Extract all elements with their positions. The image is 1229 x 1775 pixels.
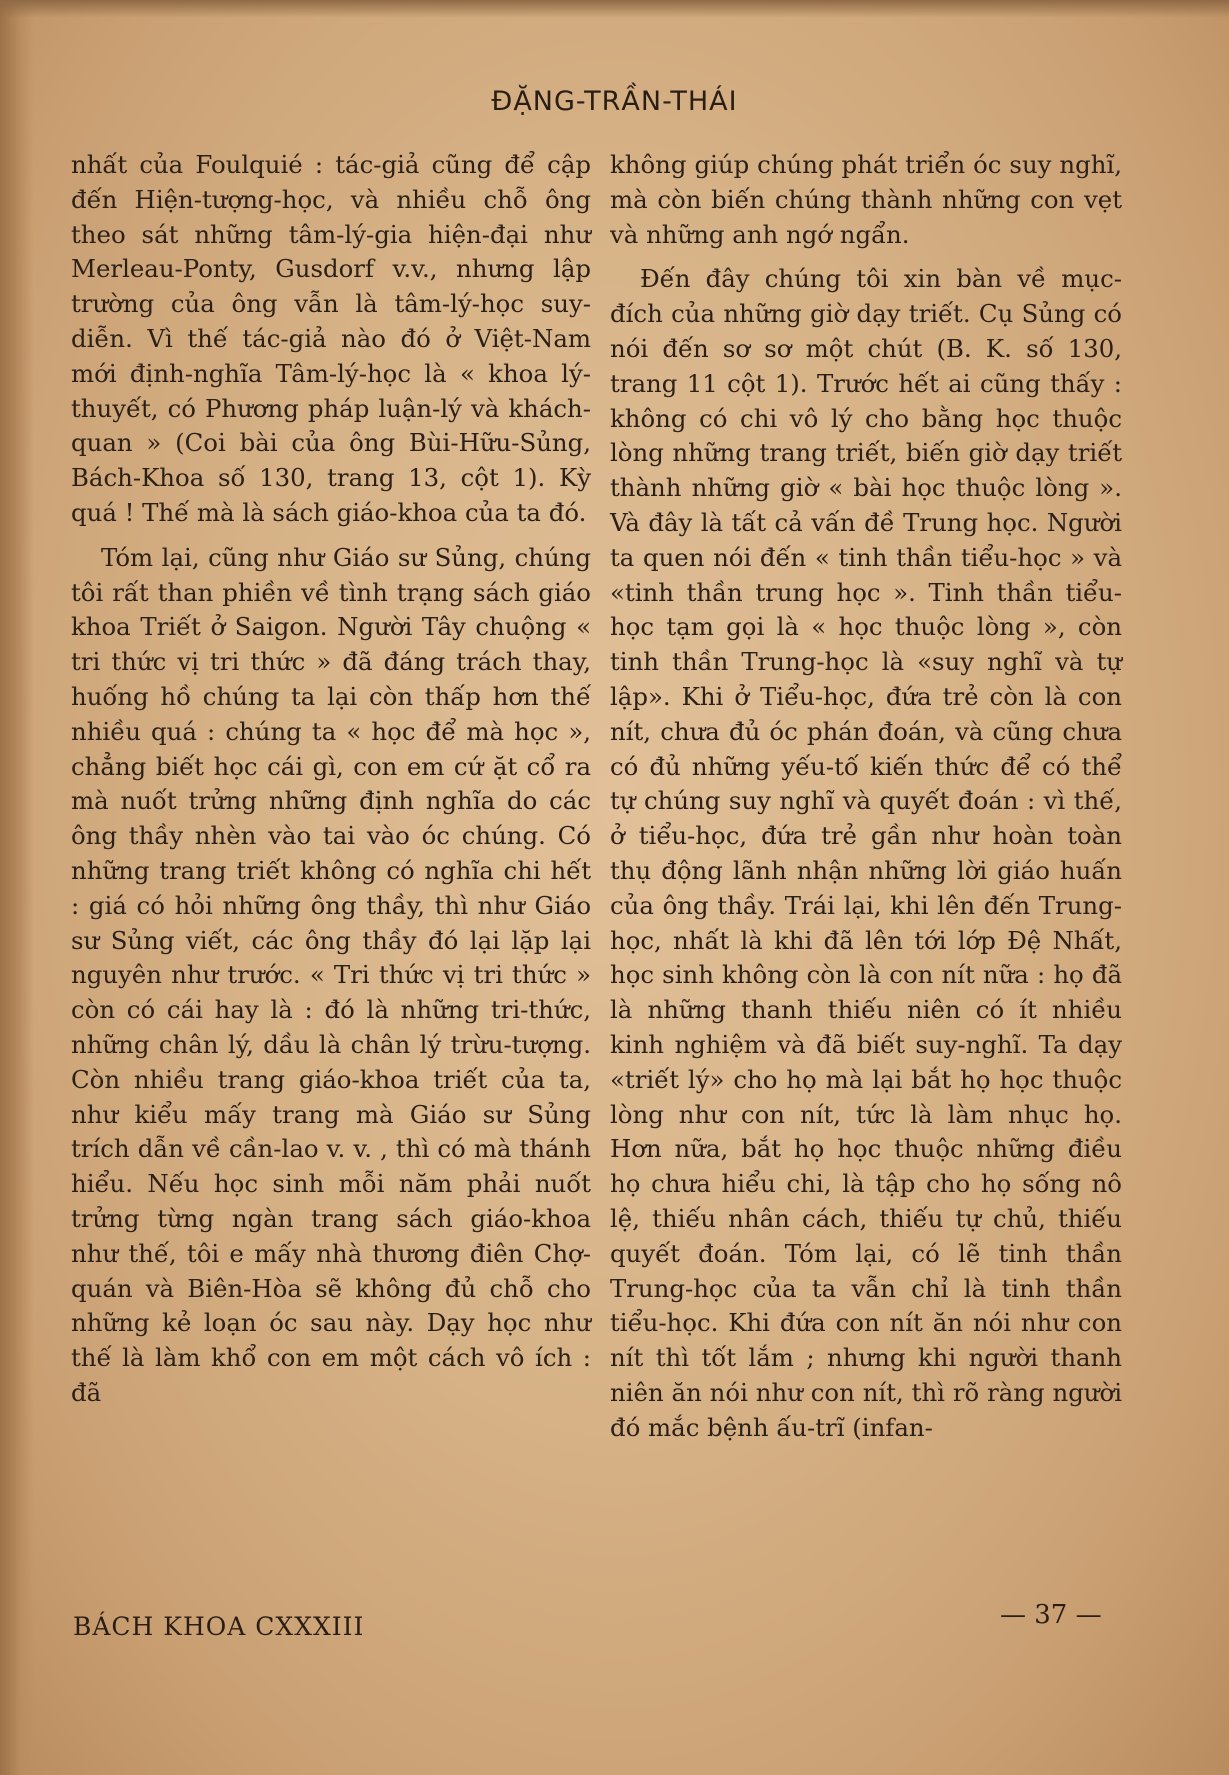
right-paragraph-2: Đến đây chúng tôi xin bàn về mục-đích của những giờ dạy triết. Cụ Sủng có nói đến sơ sơ một chút (B. K. số 130, trang 11 cột 1). Trước hết ai cũng thấy : không có chi vô lý cho bằng học thuộc lòng những trang triết, biến giờ dạy triết thành những giờ « bài học thuộc lòng ». Và đây là tất cả vấn đề Trung học. Người ta quen nói đến « tinh thần tiểu-học » và «tinh thần trung học ». Tinh thần tiểu-học tạm gọi là « học thuộc lòng », còn tinh thần Trung-học là «suy nghĩ và tự lập». Khi ở Tiểu-học, đứa trẻ còn là con nít, chưa đủ óc phán đoán, và cũng chưa có đủ những yếu-tố kiến thức để có thể tự chúng suy nghĩ và quyết đoán : vì thế, ở tiểu-học, đứa trẻ gần như hoàn toàn thụ động lãnh nhận những lời giáo huấn của ông thầy. Trái lại, khi lên đến Trung-học, nhất là khi đã lên tới lớp Đệ Nhất, học sinh không còn là con nít nữa : họ đã là những thanh thiếu niên có ít nhiều kinh nghiệm và đã biết suy-nghĩ. Ta dạy «triết lý» cho họ mà lại bắt họ học thuộc lòng như con nít, tức là làm nhục họ. Hơn nữa, bắt họ học thuộc những điều họ chưa hiểu chi, là tập cho họ sống nô lệ, thiếu nhân cách, thiếu tự chủ, thiếu quyết đoán. Tóm lại, có lẽ tinh thần Trung-học của ta vẫn chỉ là tinh thần tiểu-học. Khi đứa con nít ăn nói như con nít thì tốt lắm ; nhưng khi người thanh niên ăn nói như con nít, thì rõ ràng người đó mắc bệnh ấu-trĩ (infan- (610, 264, 1122, 1442)
page-top-edge (0, 0, 1229, 18)
page-number: — 37 — (1000, 1600, 1102, 1630)
right-paragraph-1: không giúp chúng phát triển óc suy nghĩ, mà còn biến chúng thành những con vẹt và những anh ngớ ngẩn. (610, 150, 1122, 249)
left-paragraph-1: nhất của Foulquié : tác-giả cũng để cập đến Hiện-tượng-học, và nhiều chỗ ông theo sát những tâm-lý-gia hiện-đại như Merleau-Ponty, Gusdorf v.v., nhưng lập trường của ông vẫn là tâm-lý-học suy-diễn. Vì thế tác-giả nào đó ở Việt-Nam mới định-nghĩa Tâm-lý-học là « khoa lý-thuyết, có Phương pháp luận-lý và khách-quan » (Coi bài của ông Bùi-Hữu-Sủng, Bách-Khoa số 130, trang 13, cột 1). Kỳ quá ! Thế mà là sách giáo-khoa của ta đó. (71, 150, 591, 527)
left-text-column (71, 148, 591, 1411)
running-header-author: ĐẶNG-TRẦN-THÁI (491, 86, 738, 117)
right-text-column (610, 148, 1122, 1445)
left-paragraph-2: Tóm lại, cũng như Giáo sư Sủng, chúng tôi rất than phiền về tình trạng sách giáo khoa Triết ở Saigon. Người Tây chuộng « tri thức vị tri thức » đã đáng trách thay, huống hồ chúng ta lại còn thấp hơn thế nhiều quá : chúng ta « học để mà học », chẳng biết học cái gì, con em cứ ặt cổ ra mà nuốt trửng những định nghĩa do các ông thầy nhèn vào tai vào óc chúng. Có những trang triết không có nghĩa chi hết : giá có hỏi những ông thầy, thì như Giáo sư Sủng viết, các ông thầy đó lại lặp lại nguyên như trước. « Tri thức vị tri thức » còn có cái hay là : đó là những tri-thức, những chân lý, dầu là chân lý trừu-tượng. Còn nhiều trang giáo-khoa triết của ta, như kiểu mấy trang mà Giáo sư Sủng trích dẫn về cần-lao v. v. , thì có mà thánh hiểu. Nếu học sinh mỗi năm phải nuốt trửng từng ngàn trang sách giáo-khoa như thế, tôi e mấy nhà thương điên Chợ-quán và Biên-Hòa sẽ không đủ chỗ cho những kẻ loạn óc sau này. Dạy học như thế là làm khổ con em một cách vô ích : đã (71, 542, 591, 1407)
page-left-edge (0, 0, 34, 1775)
journal-footer: BÁCH KHOA CXXXIII (73, 1612, 365, 1641)
